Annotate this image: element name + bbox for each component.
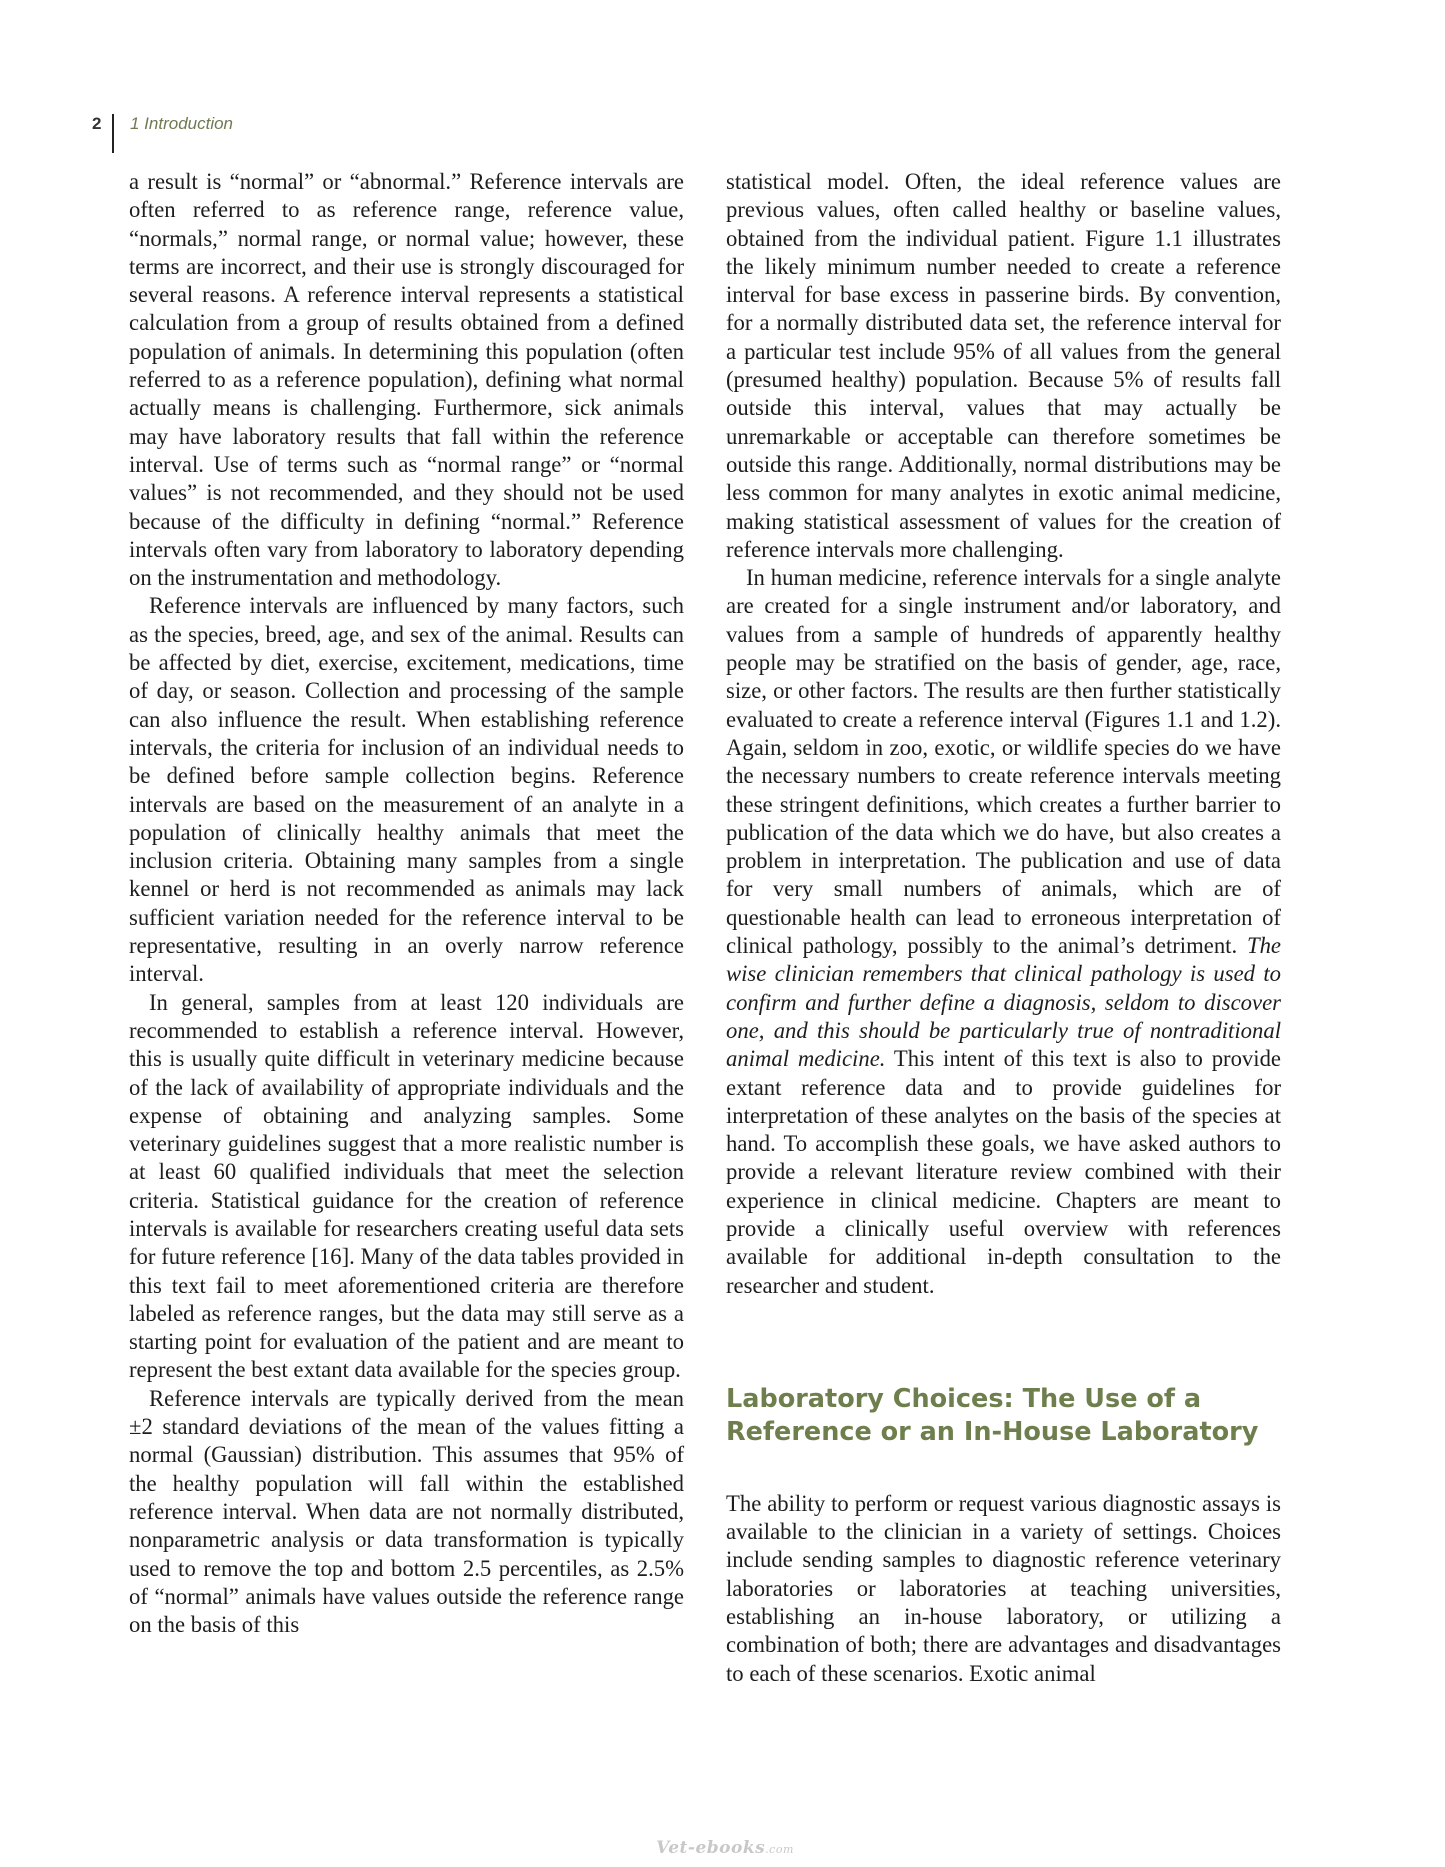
paragraph-derivation: Reference intervals are typically derived from the mean ±2 standard deviations of the mean of the values fitting a normal (Gaussian) distribution. This assumes that 95% of the healthy population will fall within the established reference interval. When data are not normally distributed, nonparametric analysis or data transformation is typically used to remove the top and bottom 2.5 percentiles, as 2.5% of “normal” animals have values outside the reference range on the basis of this xyxy=(129,1385,684,1638)
left-column xyxy=(129,168,684,1639)
paragraph-continued: a result is “normal” or “abnormal.” Reference intervals are often referred to as reference range, reference value, “normals,” normal range, or normal value; however, these terms are incorrect, and their use is strongly discouraged for several reasons. A reference interval represents a statistical calculation from a group of results obtained from a defined population of animals. In determining this population (often referred to as a reference population), defining what normal actually means is challenging. Furthermore, sick animals may have laboratory results that fall within the reference interval. Use of terms such as “normal range” or “normal values” is not recommended, and they should not be used because of the difficulty in defining “normal.” Reference intervals often vary from laboratory to laboratory depending on the instrumentation and methodology. xyxy=(129,169,684,591)
right-column xyxy=(726,168,1281,1688)
paragraph-text: This intent of this text is also to provide extant reference data and to provide guidelines for interpretation of these analytes on the basis of the species at hand. To accomplish these goals, we have asked authors to provide a relevant literature review combined with their experience in clinical medicine. Chapters are meant to provide a clinically useful overview with references available for additional in-depth consultation to the researcher and student. xyxy=(726,1046,1281,1298)
paragraph-reference-factors: Reference intervals are influenced by many factors, such as the species, breed, age, and sex of the animal. Results can be affected by diet, exercise, excitement, medications, time of day, or season. Collection and processing of the sample can also influence the result. When establishing reference intervals, the criteria for inclusion of an individual needs to be defined before sample collection begins. Reference intervals are based on the measurement of an analyte in a population of clinically healthy animals that meet the inclusion criteria. Obtaining many samples from a single kennel or herd is not recommended as animals may lack sufficient variation needed for the reference interval to be representative, resulting in an overly narrow reference interval. xyxy=(129,593,684,987)
watermark-text: Vet-ebooks xyxy=(656,1838,766,1858)
paragraph-lab-choices: The ability to perform or request various diagnostic assays is available to the clinician in a variety of settings. Choices include sending samples to diagnostic reference veterinary laboratories or laboratories at teaching universities, establishing an in-house laboratory, or utilizing a combination of both; there are advantages and disadvantages to each of these scenarios. Exotic animal xyxy=(726,1490,1281,1686)
watermark-logo xyxy=(640,1838,810,1858)
paragraph-sample-size: In general, samples from at least 120 individuals are recommended to establish a reference interval. However, this is usually quite difficult in veterinary medicine because of the lack of availability of appropriate individuals and the expense of obtaining and analyzing samples. Some veterinary guidelines suggest that a more realistic number is at least 60 qualified individuals that meet the selection criteria. Statistical guidance for the creation of reference intervals is available for researchers creating useful data sets for future reference [16]. Many of the data tables provided in this text fail to meet aforementioned criteria are therefore labeled as reference ranges, but the data may still serve as a starting point for evaluation of the patient and are meant to represent the best extant data available for the species group. xyxy=(129,989,684,1383)
watermark-suffix: .com xyxy=(765,1843,794,1856)
page-number: 2 xyxy=(92,114,102,133)
section-heading: Laboratory Choices: The Use of a Reference or an In-House Laboratory xyxy=(726,1383,1259,1447)
paragraph-human-medicine xyxy=(726,564,1281,1300)
italic-emphasis: The wise clinician remembers that clinical pathology is used to confirm and further define a diagnosis, seldom to discover one, and this should be particularly true of nontraditional animal medicine. xyxy=(726,933,1281,1072)
paragraph-statistical-model: statistical model. Often, the ideal reference values are previous values, often called healthy or baseline values, obtained from the individual patient. Figure 1.1 illustrates the likely minimum number needed to create a reference interval for base excess in passerine birds. By convention, for a normally distributed data set, the reference interval for a particular test include 95% of all values from the general (presumed healthy) population. Because 5% of results fall outside this interval, values that may actually be unremarkable or acceptable can therefore sometimes be outside this range. Additionally, normal distributions may be less common for many analytes in exotic animal medicine, making statistical assessment of values for the creation of reference intervals more challenging. xyxy=(726,169,1281,562)
paragraph-text: In human medicine, reference intervals for a single analyte are created for a single instrument and/or laboratory, and values from a sample of hundreds of apparently healthy people may be stratified on the basis of gender, age, race, size, or other factors. The results are then further statistically evaluated to create a reference interval (Figures 1.1 and 1.2). Again, seldom in zoo, exotic, or wildlife species do we have the necessary numbers to create reference intervals meeting these stringent definitions, which creates a further barrier to publication of the data which we do have, but also creates a problem in interpretation. The publication and use of data for very small numbers of animals, which are of questionable health can lead to erroneous interpretation of clinical pathology, possibly to the animal’s detriment. xyxy=(726,565,1281,959)
chapter-title: 1 Introduction xyxy=(130,114,234,133)
header-divider xyxy=(112,114,114,153)
